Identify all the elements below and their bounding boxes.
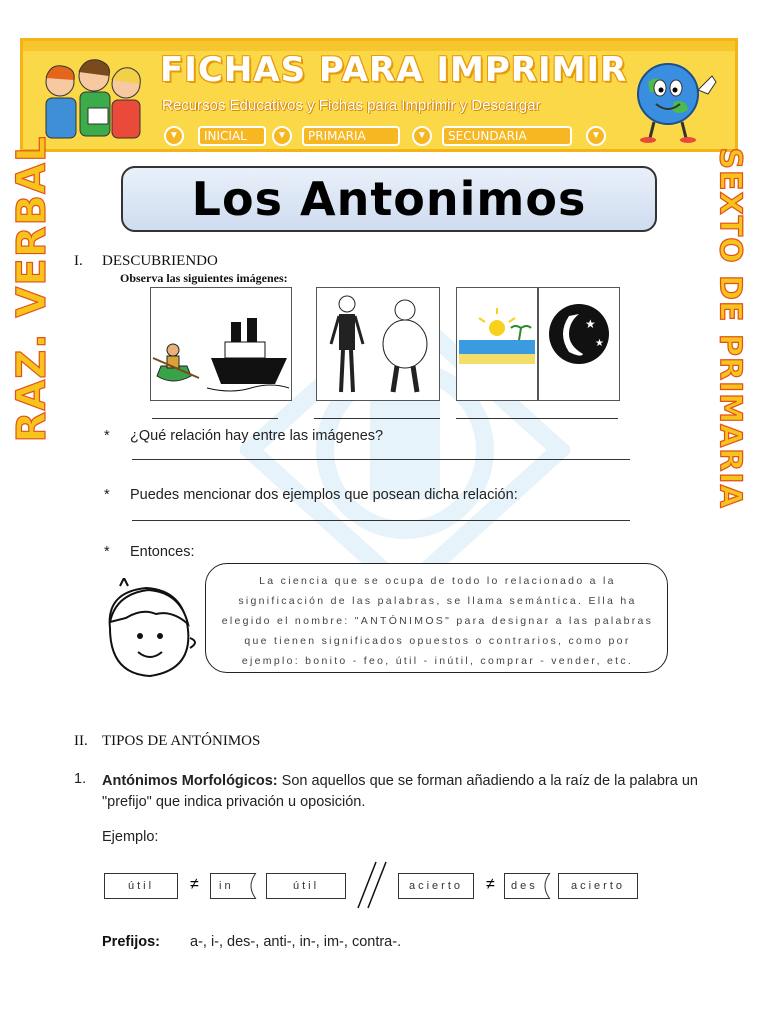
prefix-box-in: in bbox=[210, 873, 256, 899]
boats-illustration bbox=[151, 288, 291, 400]
nav-inicial-label: INICIAL bbox=[204, 129, 247, 143]
site-title: FICHAS PARA IMPRIMIR bbox=[160, 50, 628, 90]
section1-heading: DESCUBRIENDO bbox=[102, 253, 218, 269]
word-box-acierto-base: acierto bbox=[558, 873, 638, 899]
word-box-acierto: acierto bbox=[398, 873, 474, 899]
item-number: 1. bbox=[74, 771, 87, 787]
nav-primaria-label: PRIMARIA bbox=[308, 129, 366, 143]
men-illustration bbox=[317, 288, 439, 400]
bullet: * bbox=[104, 428, 110, 444]
word-box-util-base: útil bbox=[266, 873, 346, 899]
beach-sun-illustration bbox=[457, 288, 537, 400]
answer-blank-2[interactable] bbox=[314, 418, 440, 419]
prefixes-list: a-, i-, des-, anti-, in-, im-, contra-. bbox=[190, 934, 402, 950]
example-label: Ejemplo: bbox=[102, 829, 159, 845]
bracket-icon bbox=[538, 873, 552, 899]
answer-line-1[interactable] bbox=[132, 459, 630, 460]
bullet: * bbox=[104, 544, 110, 560]
section1-instruction: Observa las siguientes imágenes: bbox=[120, 271, 288, 285]
nav-arrow-icon: ▼ bbox=[164, 126, 184, 146]
double-slash-separator bbox=[354, 860, 388, 910]
image-night bbox=[538, 287, 620, 401]
speech-bubble bbox=[205, 563, 668, 673]
answer-blank-3[interactable] bbox=[456, 418, 618, 419]
globe-mascot-illustration bbox=[628, 54, 732, 144]
svg-text:★: ★ bbox=[585, 317, 596, 331]
section2-number: II. bbox=[74, 733, 88, 749]
bullet: * bbox=[104, 487, 110, 503]
question-examples: Puedes mencionar dos ejemplos que posean dicha relación: bbox=[130, 487, 518, 503]
question-entonces: Entonces: bbox=[130, 544, 195, 560]
answer-line-2[interactable] bbox=[132, 520, 630, 521]
nav-secundaria-button[interactable] bbox=[442, 126, 572, 146]
answer-blank-1[interactable] bbox=[152, 418, 278, 419]
nav-secundaria-label: SECUNDARIA bbox=[448, 129, 527, 143]
nav-inicial-button[interactable] bbox=[198, 126, 266, 146]
item-text: Son aquellos que se forman añadiendo a la raíz de la palabra un "prefijo" que indica privación u oposición. bbox=[102, 773, 698, 810]
image-boats bbox=[150, 287, 292, 401]
site-subtitle: Recursos Educativos y Fichas para Imprimir y Descargar bbox=[162, 97, 541, 114]
worksheet-title-box bbox=[121, 166, 657, 232]
nav-arrow-icon: ▼ bbox=[586, 126, 606, 146]
image-thin-fat-men bbox=[316, 287, 440, 401]
side-label-raz-verbal: RAZ. VERBAL bbox=[9, 135, 55, 443]
question-relation: ¿Qué relación hay entre las imágenes? bbox=[130, 428, 384, 444]
image-day bbox=[456, 287, 538, 401]
worksheet-title: Los Antonimos bbox=[191, 172, 587, 226]
morphological-definition bbox=[102, 771, 698, 813]
bubble-text: La ciencia que se ocupa de todo lo relacionado a la significación de las palabras, se llama semántica. Ella ha elegido el nombre: "ANTÓNIMOS" para designar a las palabras que tienen significados opuestos o contrarios, como por ejemplo: bonito - feo, útil - inútil, comprar - vender, etc. bbox=[221, 575, 654, 667]
bracket-icon bbox=[244, 873, 258, 899]
svg-text:★: ★ bbox=[595, 338, 604, 349]
side-label-grade: SEXTO DE PRIMARIA bbox=[712, 147, 748, 509]
boy-illustration bbox=[96, 578, 206, 686]
word-box-util: útil bbox=[104, 873, 178, 899]
section2-heading: TIPOS DE ANTÓNIMOS bbox=[102, 733, 261, 749]
nav-arrow-icon: ▼ bbox=[412, 126, 432, 146]
prefix-box-des: des bbox=[504, 873, 550, 899]
prefixes-label: Prefijos: bbox=[102, 934, 161, 950]
item-title: Antónimos Morfológicos: bbox=[102, 773, 278, 789]
not-equal-sign: ≠ bbox=[486, 876, 495, 893]
moon-stars-illustration bbox=[539, 288, 619, 400]
not-equal-sign: ≠ bbox=[190, 876, 199, 893]
nav-arrow-icon: ▼ bbox=[272, 126, 292, 146]
section1-number: I. bbox=[74, 253, 83, 269]
nav-primaria-button[interactable] bbox=[302, 126, 400, 146]
